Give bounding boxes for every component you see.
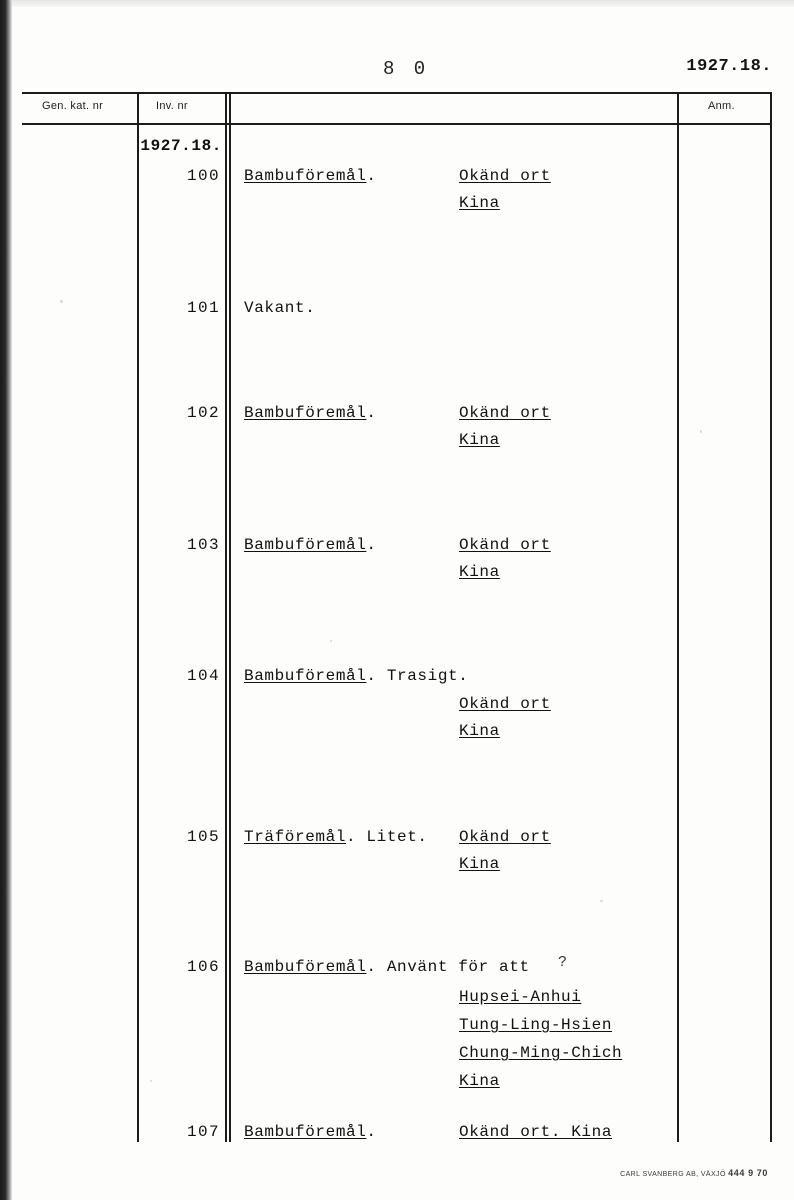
entry-description-underlined: Bambuföremål: [244, 667, 367, 685]
entry-description-underlined: Bambuföremål: [244, 536, 367, 554]
scan-edge-top: [0, 0, 794, 7]
column-header-inv-nr: Inv. nr: [156, 100, 188, 112]
entry-place: Hupsei-Anhui: [459, 988, 582, 1006]
entry-place: Kina: [459, 563, 500, 581]
entry-description-underlined: Bambuföremål: [244, 404, 367, 422]
entry-description-tail: . Litet.: [346, 828, 428, 846]
printer-mark: [620, 1168, 768, 1178]
scan-speckle: [330, 640, 332, 642]
entry-description: [244, 667, 468, 685]
inv-nr: 100: [186, 167, 220, 185]
inv-nr: 107: [186, 1123, 220, 1141]
entry-place: Okänd ort: [459, 404, 551, 422]
entry-place: Kina: [459, 194, 500, 212]
entry-place: Okänd ort: [459, 167, 551, 185]
entry-description-tail: .: [366, 167, 377, 185]
entry-place: Kina: [459, 1072, 500, 1090]
entry-place: Okänd ort. Kina: [459, 1123, 613, 1141]
entry-description: [244, 1123, 377, 1141]
entry-description-tail: .: [366, 404, 377, 422]
entry-description: [244, 167, 377, 185]
entry-description: [244, 404, 377, 422]
scan-speckle: [700, 430, 702, 433]
scan-edge-left: [0, 0, 12, 1200]
column-header-anm: Anm.: [708, 100, 735, 112]
inv-nr: 105: [186, 828, 220, 846]
scan-speckle: [600, 900, 603, 902]
entry-description-tail: .: [366, 536, 377, 554]
year-marker: 1927.18.: [140, 137, 222, 155]
scan-speckle: [150, 1080, 152, 1082]
entry-description: [244, 958, 530, 976]
entry-list: [22, 123, 772, 1142]
entry-description-tail: Vakant.: [244, 299, 316, 317]
entry-description-underlined: Träföremål: [244, 828, 347, 846]
entry-description: [244, 536, 377, 554]
inv-nr: 101: [186, 299, 220, 317]
entry-place: Kina: [459, 722, 500, 740]
inv-nr: 104: [186, 667, 220, 685]
handwritten-question-mark: ?: [558, 954, 568, 971]
entry-place: Okänd ort: [459, 828, 551, 846]
entry-description-underlined: Bambuföremål: [244, 167, 367, 185]
entry-place: Kina: [459, 431, 500, 449]
entry-description: [244, 299, 315, 317]
entry-description-underlined: Bambuföremål: [244, 958, 367, 976]
entry-description: [244, 828, 428, 846]
entry-description-tail: . Trasigt.: [366, 667, 469, 685]
printer-code: 444 9 70: [728, 1168, 768, 1178]
entry-place: Okänd ort: [459, 536, 551, 554]
column-header-gen-kat-nr: Gen. kat. nr: [42, 100, 104, 112]
catalog-year-header: 1927.18.: [686, 57, 772, 76]
entry-place: Tung-Ling-Hsien: [459, 1016, 613, 1034]
scan-speckle: [60, 300, 63, 303]
inv-nr: 103: [186, 536, 220, 554]
page-number: 8 0: [383, 58, 430, 80]
inv-nr: 106: [186, 958, 220, 976]
entry-description-tail: . Använt för att: [366, 958, 530, 976]
catalogue-table: [22, 92, 772, 1142]
entry-description-underlined: Bambuföremål: [244, 1123, 367, 1141]
entry-place: Okänd ort: [459, 695, 551, 713]
inv-nr: 102: [186, 404, 220, 422]
printer-name: CARL SVANBERG AB, VÄXJÖ: [620, 1171, 726, 1178]
entry-place: Chung-Ming-Chich: [459, 1044, 623, 1062]
table-top-rule: [22, 92, 772, 94]
entry-description-tail: .: [366, 1123, 377, 1141]
entry-place: Kina: [459, 855, 500, 873]
